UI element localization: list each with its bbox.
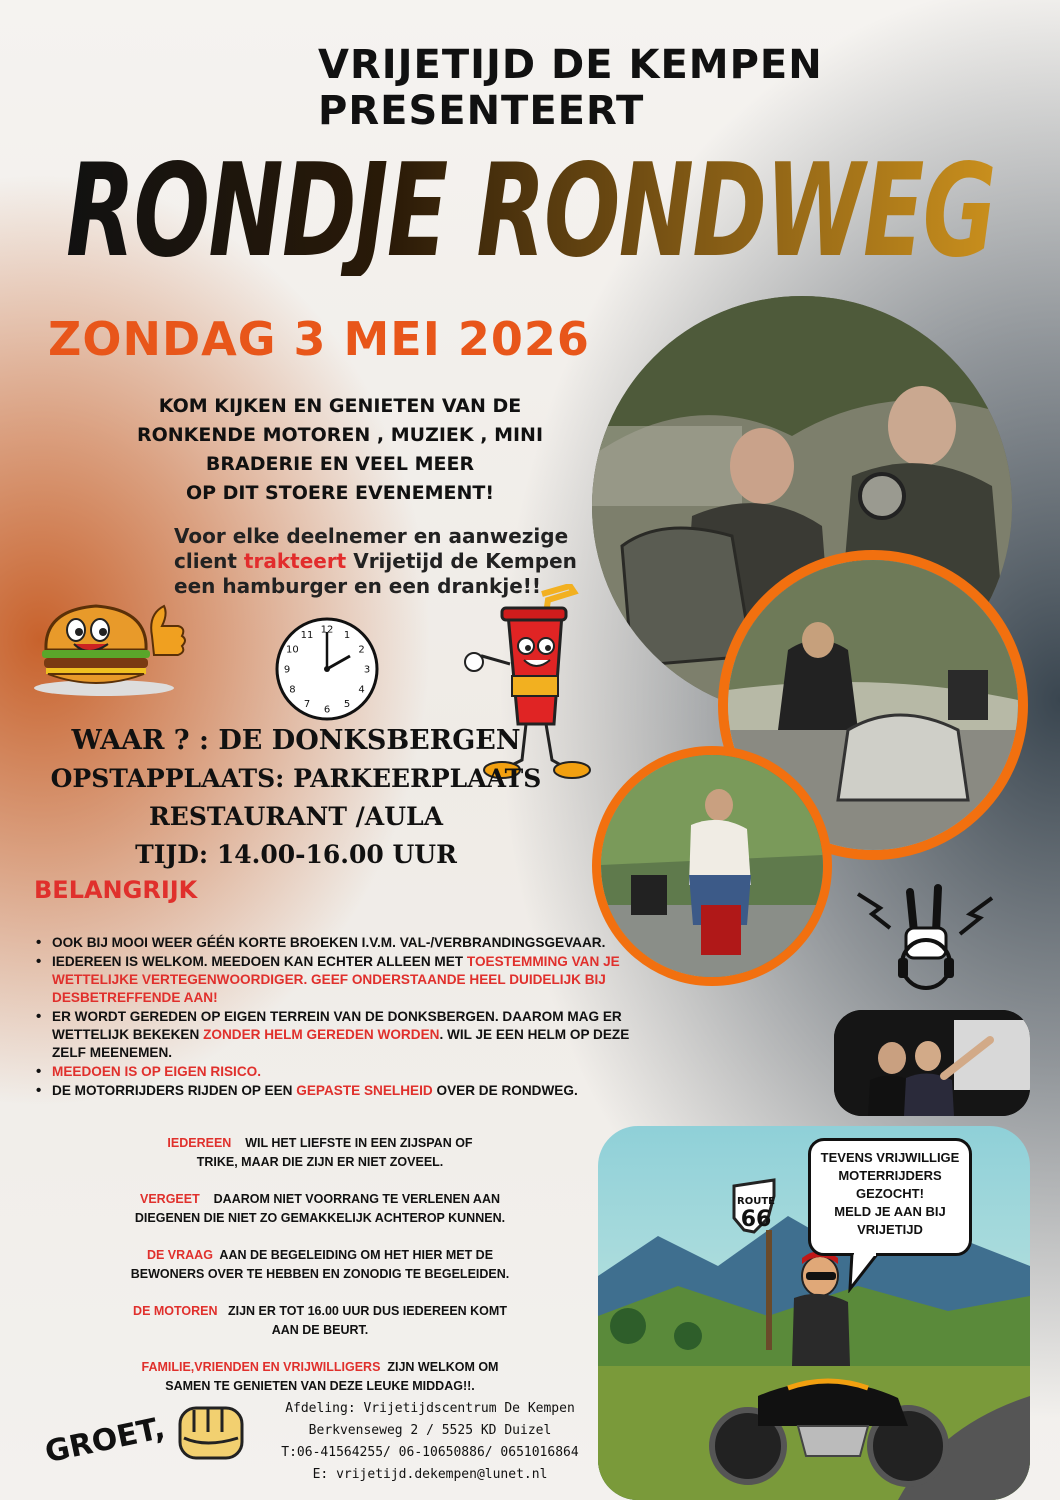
note-line-1 bbox=[60, 1190, 580, 1209]
treat-line-2 bbox=[174, 549, 594, 574]
photo-djs bbox=[834, 1010, 1030, 1116]
note-line-2: TRIKE, MAAR DIE ZIJN ER NIET ZOVEEL. bbox=[196, 1155, 444, 1169]
note-line-2: SAMEN TE GENIETEN VAN DEZE LEUKE MIDDAG!!. bbox=[165, 1379, 475, 1393]
note-highlight: FAMILIE,VRIENDEN EN VRIJWILLIGERS bbox=[141, 1360, 381, 1374]
meetpoint-line-2: RESTAURANT /AULA bbox=[149, 802, 443, 831]
rule-text: . WIL JE EEN HELM OP DEZE ZELF MEENEMEN. bbox=[52, 1027, 630, 1060]
intro-text bbox=[120, 392, 560, 508]
rule-text: OVER DE RONDWEG. bbox=[432, 1083, 578, 1098]
meetpoint-line: OPSTAPPLAATS: PARKEERPLAATS bbox=[50, 764, 542, 793]
bubble-line: MOTERRIJDERS bbox=[838, 1168, 942, 1183]
rule-text: OOK BIJ MOOI WEER GÉÉN KORTE BROEKEN I.V.M. VAL-/VERBRANDINGSGEVAAR. bbox=[52, 935, 606, 950]
intro-line: BRADERIE EN VEEL MEER bbox=[205, 453, 475, 475]
bubble-text bbox=[811, 1149, 969, 1239]
clock-number: 6 bbox=[323, 704, 331, 716]
note-highlight: DE MOTOREN bbox=[133, 1304, 218, 1318]
notes-section bbox=[60, 1134, 580, 1414]
note-text: DAAROM NIET VOORRANG TE VERLENEN AAN bbox=[199, 1192, 500, 1206]
note-text: WIL HET LIEFSTE IN EEN ZIJSPAN OF bbox=[231, 1136, 473, 1150]
greeting: GROET, bbox=[42, 1410, 168, 1471]
note-text: AAN DE BEGELEIDING OM HET HIER MET DE bbox=[212, 1248, 494, 1262]
address-line: Berkvenseweg 2 / 5525 KD Duizel bbox=[308, 1423, 552, 1438]
note-line-2: BEWONERS OVER TE HEBBEN EN ZONODIG TE BEGELEIDEN. bbox=[130, 1267, 510, 1281]
rule-item bbox=[32, 1008, 652, 1062]
clock-number: 1 bbox=[343, 629, 351, 641]
photo-djs-image bbox=[834, 1010, 1030, 1116]
phone-line: T:06-41564255/ 06-10650886/ 0651016864 bbox=[281, 1445, 579, 1460]
clock-number: 2 bbox=[358, 644, 365, 656]
note-line-1 bbox=[60, 1246, 580, 1265]
bubble-line: TEVENS VRIJWILLIGE bbox=[820, 1150, 960, 1165]
bubble-line: MELD JE AAN BIJ bbox=[834, 1204, 946, 1219]
intro-line: KOM KIJKEN EN GENIETEN VAN DE bbox=[158, 395, 522, 417]
rule-highlight: GEPASTE SNELHEID bbox=[296, 1083, 433, 1098]
treat-text-a: client bbox=[174, 549, 244, 573]
rule-highlight: TOESTEMMING VAN JE WETTELIJKE VERTEGENWOORDIGER. GEEF ONDERSTAANDE HEEL DUIDELIJK BIJ DESBETREFFENDE AAN! bbox=[52, 954, 620, 1005]
hamburger-mascot-icon bbox=[24, 592, 194, 702]
clock-number: 4 bbox=[358, 684, 365, 696]
treat-text-c: Vrijetijd de Kempen bbox=[346, 549, 577, 573]
rule-highlight: ZONDER HELM GEREDEN WORDEN bbox=[203, 1027, 440, 1042]
treat-line-3: een hamburger en een drankje!! bbox=[174, 574, 542, 598]
clock-number: 11 bbox=[300, 629, 314, 641]
note-line-1 bbox=[60, 1358, 580, 1377]
rock-hand-icon bbox=[850, 878, 1000, 998]
speech-bubble bbox=[808, 1138, 972, 1256]
clock-number: 3 bbox=[363, 664, 371, 676]
rule-highlight: MEEDOEN IS OP EIGEN RISICO. bbox=[52, 1064, 261, 1079]
note-highlight: IEDEREEN bbox=[167, 1136, 232, 1150]
where-line: WAAR ? : DE DONKSBERGEN bbox=[71, 725, 521, 756]
rule-item bbox=[32, 1063, 652, 1081]
fist-icon bbox=[176, 1402, 246, 1464]
location-info bbox=[46, 722, 546, 874]
note-item bbox=[60, 1302, 580, 1340]
time-line: TIJD: 14.00-16.00 UUR bbox=[135, 840, 457, 869]
intro-line: OP DIT STOERE EVENEMENT! bbox=[185, 482, 495, 504]
email-line: E: vrijetijd.dekempen@lunet.nl bbox=[312, 1467, 548, 1482]
rule-item bbox=[32, 934, 652, 952]
department-line: Afdeling: Vrijetijdscentrum De Kempen bbox=[285, 1401, 575, 1416]
clock-number: 12 bbox=[320, 624, 334, 636]
bubble-line: VRIJETIJD bbox=[857, 1222, 923, 1237]
rule-item bbox=[32, 1082, 652, 1100]
intro-line: RONKENDE MOTOREN , MUZIEK , MINI bbox=[136, 424, 544, 446]
contact-info bbox=[262, 1398, 598, 1486]
rule-item bbox=[32, 953, 652, 1007]
route-label: ROUTE bbox=[737, 1196, 775, 1207]
clock-number: 9 bbox=[283, 664, 291, 676]
clock-number: 5 bbox=[343, 699, 351, 711]
event-title: RONDJE RONDWEG bbox=[66, 137, 995, 286]
note-highlight: VERGEET bbox=[140, 1192, 200, 1206]
rule-text: DE MOTORRIJDERS RIJDEN OP EEN bbox=[52, 1083, 297, 1098]
treat-line-1: Voor elke deelnemer en aanwezige bbox=[174, 524, 569, 548]
bubble-line: GEZOCHT! bbox=[856, 1186, 924, 1201]
rule-text: IEDEREEN IS WELKOM. MEEDOEN KAN ECHTER ALLEEN MET bbox=[52, 954, 467, 969]
presents-line: PRESENTEERT bbox=[318, 88, 645, 134]
clock-number: 8 bbox=[289, 684, 296, 696]
note-item bbox=[60, 1134, 580, 1172]
treat-highlight: trakteert bbox=[243, 549, 347, 573]
note-line-2: AAN DE BEURT. bbox=[271, 1323, 369, 1337]
note-text: ZIJN ER TOT 16.00 UUR DUS IEDEREEN KOMT bbox=[217, 1304, 507, 1318]
speech-bubble-tail bbox=[848, 1253, 888, 1293]
rule-text: ER WORDT GEREDEN OP EIGEN TERREIN VAN DE DONKSBERGEN. DAAROM MAG ER WETTELIJK BEKEKEN bbox=[52, 1009, 622, 1042]
clock-number: 7 bbox=[303, 699, 311, 711]
route-number: 66 bbox=[740, 1207, 772, 1232]
note-item bbox=[60, 1358, 580, 1396]
note-line-2: DIEGENEN DIE NIET ZO GEMAKKELIJK ACHTEROP KUNNEN. bbox=[134, 1211, 506, 1225]
event-date: ZONDAG 3 MEI 2026 bbox=[48, 312, 590, 366]
note-item bbox=[60, 1246, 580, 1284]
important-heading: BELANGRIJK bbox=[34, 876, 198, 904]
note-highlight: DE VRAAG bbox=[146, 1248, 213, 1262]
clock-icon bbox=[274, 616, 380, 722]
clock-number: 10 bbox=[286, 644, 299, 656]
note-item bbox=[60, 1190, 580, 1228]
note-text: ZIJN WELKOM OM bbox=[380, 1360, 499, 1374]
note-line-1 bbox=[60, 1134, 580, 1153]
note-line-1 bbox=[60, 1302, 580, 1321]
organizer-line: VRIJETIJD DE KEMPEN bbox=[318, 42, 823, 88]
rules-list bbox=[32, 934, 652, 1101]
